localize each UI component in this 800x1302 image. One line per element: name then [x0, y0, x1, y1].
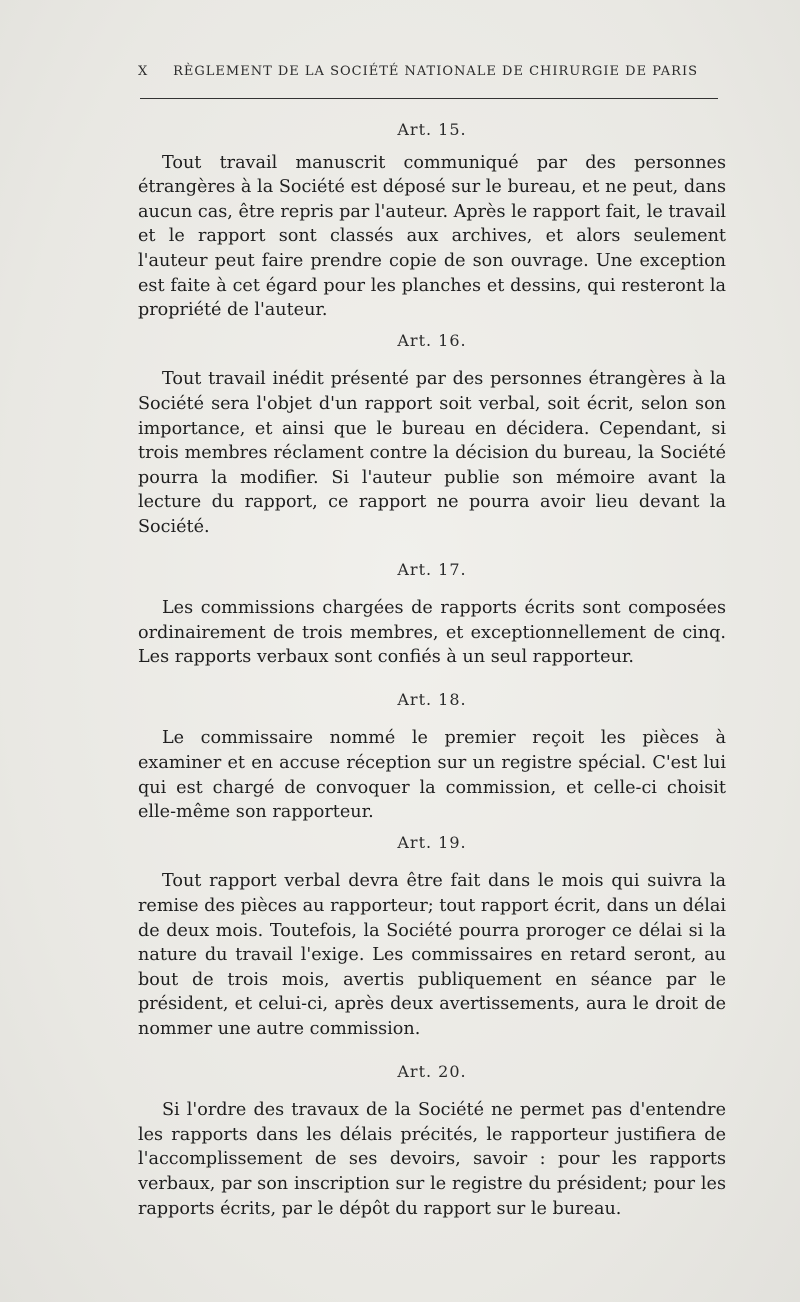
article-text: Le commissaire nommé le premier reçoit les pièces à examiner et en accuse réception sur un registre spécial. C'est lui qui est chargé de convoquer la commission, et celle-ci choisit elle-même son rapporteur. — [138, 728, 726, 823]
article-title: Art. 17. — [397, 559, 467, 579]
article-title: Art. 18. — [397, 689, 467, 709]
article-text: Tout travail manuscrit communiqué par des personnes étrangères à la Société est déposé sur le bureau, et ne peut, dans aucun cas, être repris par l'auteur. Après le rapport fait, le travail et le rapport sont classés aux archives, et alors seulement l'auteur peut faire prendre copie de son ouvrage. Une exception est faite à cet égard pour les planches et dessins, qui resteront la propriété de l'auteur. — [138, 152, 726, 321]
article-title: Art. 20. — [397, 1061, 467, 1081]
article-20 — [138, 1054, 726, 1222]
header-rule — [140, 98, 718, 99]
page-body — [138, 112, 726, 1221]
article-title: Art. 19. — [397, 832, 467, 852]
article-17 — [138, 552, 726, 670]
article-16 — [138, 323, 726, 540]
article-title: Art. 15. — [397, 120, 467, 139]
running-header — [138, 64, 698, 79]
article-18 — [138, 682, 726, 825]
page-number: X — [138, 64, 148, 79]
running-title: RÈGLEMENT DE LA SOCIÉTÉ NATIONALE DE CHIRURGIE DE PARIS — [173, 64, 698, 79]
article-15 — [138, 112, 726, 323]
article-title: Art. 16. — [397, 330, 467, 350]
article-text: Les commissions chargées de rapports écrits sont composées ordinairement de trois membres, et exceptionnellement de cinq. Les rapports verbaux sont confiés à un seul rapporteur. — [138, 598, 726, 668]
article-text: Tout travail inédit présenté par des personnes étrangères à la Société sera l'objet d'un rapport soit verbal, soit écrit, selon son importance, et ainsi que le bureau en décidera. Cependant, si trois membres réclament contre la décision du bureau, la Société pourra la modifier. Si l'auteur publie son mémoire avant la lecture du rapport, ce rapport ne pourra avoir lieu devant la Société. — [138, 369, 726, 537]
article-19 — [138, 825, 726, 1042]
article-text: Tout rapport verbal devra être fait dans le mois qui suivra la remise des pièces au rapporteur; tout rapport écrit, dans un délai de deux mois. Toutefois, la Société pourra proroger ce délai si la nature du travail l'exige. Les commissaires en retard seront, au bout de trois mois, avertis publiquement en séance par le président, et celui-ci, après deux avertissements, aura le droit de nommer une autre commission. — [138, 871, 726, 1039]
article-text: Si l'ordre des travaux de la Société ne permet pas d'entendre les rapports dans les délais précités, le rapporteur justifiera de l'accomplissement de ses devoirs, savoir : pour les rapports verbaux, par son inscription sur le registre du président; pour les rapports écrits, par le dépôt du rapport sur le bureau. — [138, 1100, 726, 1219]
